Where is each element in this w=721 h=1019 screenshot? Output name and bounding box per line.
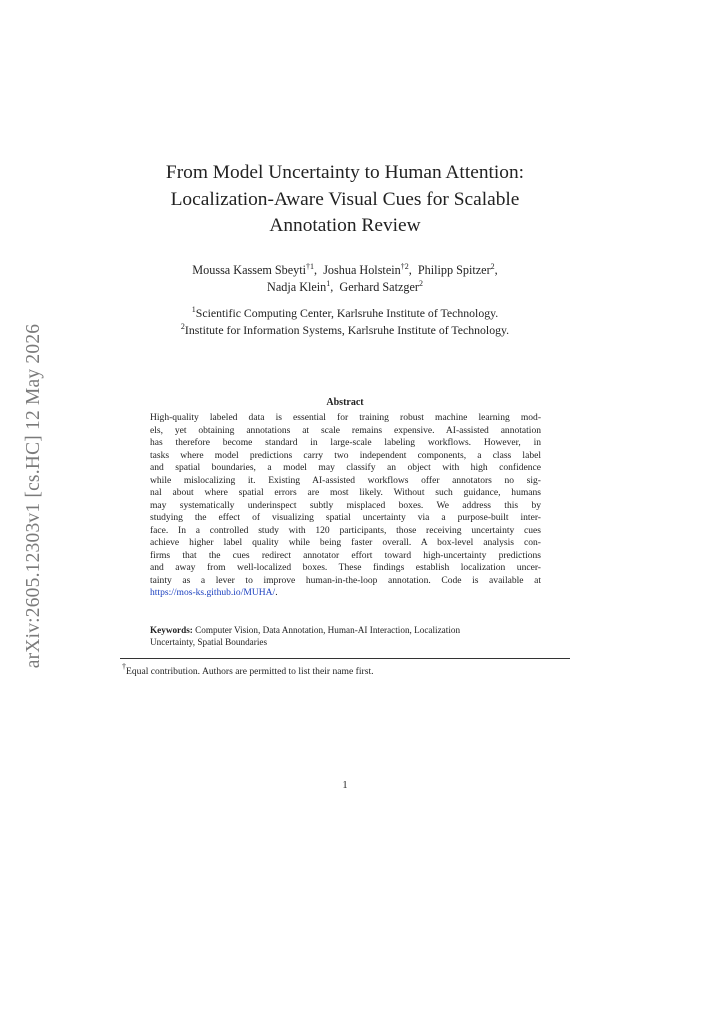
footnote-text: Equal contribution. Authors are permitted to list their name first.	[126, 666, 374, 677]
abstract-line: may systematically underinspect subtly misplaced boxes. We address this by	[150, 499, 541, 511]
author-name: Moussa Kassem Sbeyti	[192, 263, 307, 277]
abstract-line: achieve higher label quality while being faster overall. A box-level analysis con-	[150, 537, 541, 548]
abstract-heading: Abstract	[326, 397, 364, 408]
arxiv-stamp-text: arXiv:2605.12303v1 [cs.HC] 12 May 2026	[23, 323, 44, 669]
author-affil-mark: †2	[400, 262, 409, 271]
affiliation-mark: 1	[191, 305, 196, 314]
author-affil-mark: 1	[326, 279, 331, 288]
link-period: .	[275, 587, 278, 598]
keywords-line	[150, 624, 541, 636]
abstract-line: nal about where spatial errors are most likely. Without such guidance, humans	[150, 487, 541, 498]
author-affil-mark: 2	[418, 279, 423, 288]
author-affil-mark: †1	[306, 262, 315, 271]
affiliation	[110, 322, 580, 339]
keywords-line: Uncertainty, Spatial Boundaries	[150, 637, 268, 647]
affiliation	[110, 305, 580, 322]
author-name: Nadja Klein	[267, 280, 327, 294]
footnote	[122, 662, 374, 677]
arxiv-stamp	[0, 0, 44, 1019]
abstract-line	[150, 587, 541, 600]
footnote-mark: †	[122, 662, 126, 671]
affiliation-text: Scientific Computing Center, Karlsruhe Institute of Technology.	[195, 306, 499, 320]
abstract-line: High-quality labeled data is essential for training robust machine learning mod-	[150, 412, 541, 423]
paper-title	[120, 160, 570, 240]
title-line: From Model Uncertainty to Human Attention:	[165, 162, 525, 183]
abstract-line: has therefore become standard in large-scale labeling workflows. However, in	[150, 437, 541, 448]
author-line: Moussa Kassem Sbeyti$^{\dagger 1}$, Joshua Holstein$^{\dagger 2}$, Philipp Spitzer$^2$,	[192, 262, 498, 277]
abstract-line: while mislocalizing it. Existing AI-assisted workflows offer annotators no sig-	[150, 474, 541, 486]
keywords-text: Computer Vision, Data Annotation, Human-AI Interaction, Localization	[195, 625, 461, 635]
abstract-line: firms that the cues redirect annotator effort toward high-uncertainty predictions	[150, 549, 541, 561]
code-link[interactable]: https://mos-ks.github.io/MUHA/	[150, 587, 276, 598]
author-line: Nadja Klein$^1$, Gerhard Satzger$^2$	[267, 279, 423, 294]
affiliation-list	[110, 305, 580, 338]
abstract-line: studying the effect of visualizing spatial uncertainty via a purpose-built inter-	[150, 512, 541, 523]
keywords-label: Keywords:	[150, 625, 193, 635]
author-name: Joshua Holstein	[323, 263, 401, 277]
author-name: Philipp Spitzer	[417, 263, 491, 277]
abstract-line: tainty as a lever to improve human-in-the-loop annotation. Code is available at	[150, 574, 541, 586]
title-line: Localization-Aware Visual Cues for Scalable	[170, 188, 520, 210]
affiliation-mark: 2	[180, 321, 185, 331]
affiliation-text: Institute for Information Systems, Karlsruhe Institute of Technology.	[184, 322, 510, 337]
page-number: 1	[342, 780, 348, 791]
abstract-line: tasks where model predictions carry two independent components, a class label	[150, 449, 541, 461]
title-line: Annotation Review	[269, 215, 421, 237]
abstract-body	[150, 412, 541, 600]
abstract-line: face. In a controlled study with 120 participants, those receiving uncertainty cues	[150, 524, 541, 536]
abstract-line: and spatial boundaries, a model may classify an object with high confidence	[150, 462, 541, 473]
footnote-rule	[120, 658, 570, 659]
keywords	[150, 624, 541, 648]
abstract-line: and away from well-localized boxes. These findings establish localization uncer-	[150, 562, 541, 573]
author-list	[120, 262, 570, 296]
author-name: Gerhard Satzger	[339, 280, 419, 294]
abstract-line: els, yet obtaining annotations at scale remains expensive. AI-assisted annotation	[150, 424, 541, 436]
author-affil-mark: 2	[490, 262, 495, 271]
